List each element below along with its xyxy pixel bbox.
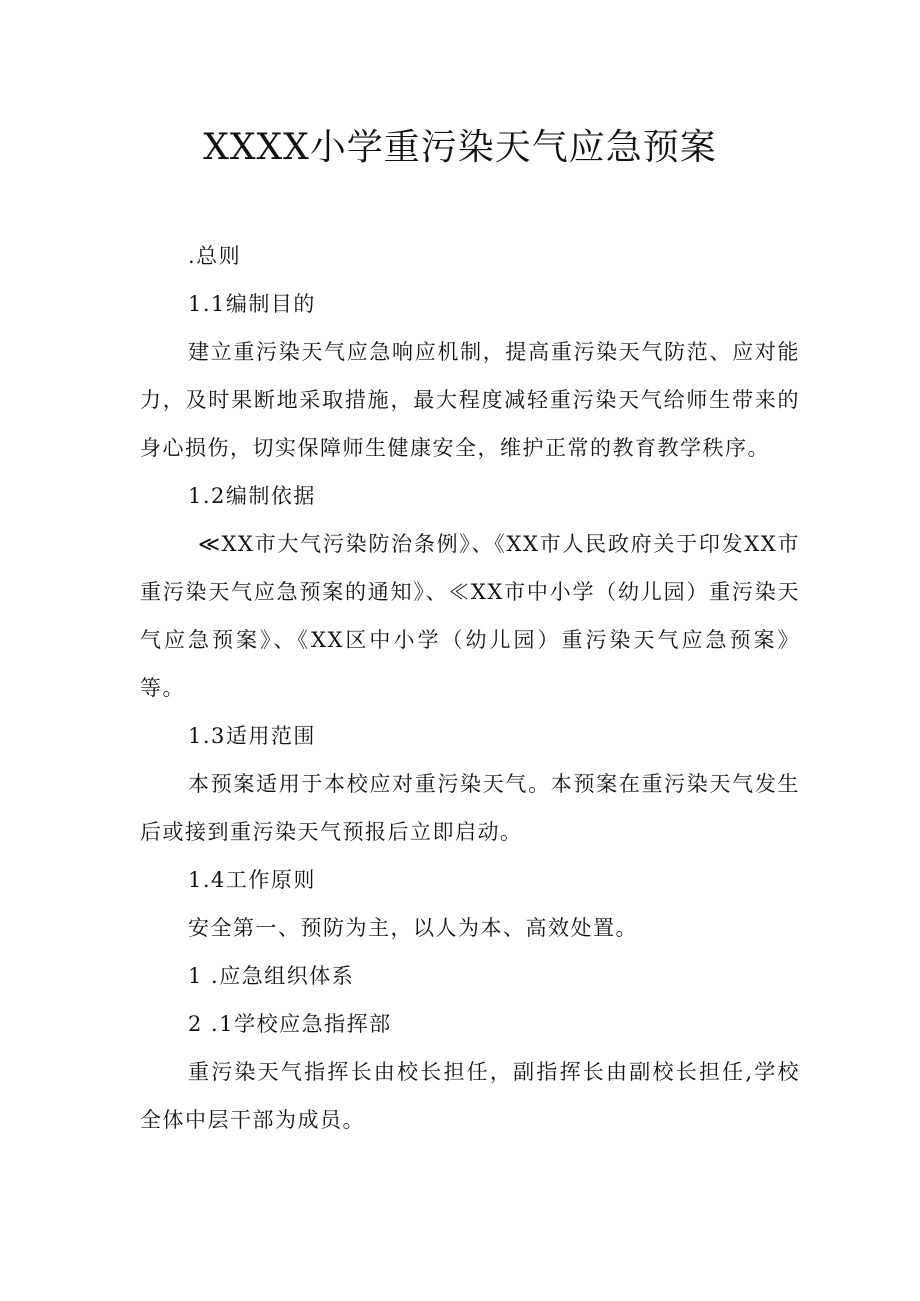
section-heading-command: 2 .1学校应急指挥部	[188, 1012, 392, 1036]
paragraph-basis: ≪XX市大气污染防治条例》、《XX市人民政府关于印发XX市重污染天气应急预案的通知》、≪XX市中小学（幼儿园）重污染天气应急预案》、《XX区中小学（幼儿园）重污染天气应急预案》等。	[140, 532, 800, 700]
section-heading-general: .总则	[188, 244, 242, 268]
paragraph-purpose: 建立重污染天气应急响应机制，提高重污染天气防范、应对能力，及时果断地采取措施，最大程度减轻重污染天气给师生带来的身心损伤，切实保障师生健康安全，维护正常的教育教学秩序。	[140, 340, 800, 460]
document-title: XXXX小学重污染天气应急预案	[203, 127, 717, 168]
section-heading-basis: 1.2编制依据	[188, 484, 316, 508]
paragraph-principles: 安全第一、预防为主，以人为本、高效处置。	[188, 916, 638, 940]
paragraph-command: 重污染天气指挥长由校长担任，副指挥长由副校长担任,学校全体中层干部为成员。	[140, 1060, 800, 1132]
paragraph-scope: 本预案适用于本校应对重污染天气。本预案在重污染天气发生后或接到重污染天气预报后立即启动。	[140, 772, 800, 844]
document-body	[140, 232, 800, 1144]
section-heading-scope: 1.3适用范围	[188, 724, 316, 748]
section-heading-organization: 1 .应急组织体系	[188, 964, 355, 988]
section-heading-principles: 1.4工作原则	[188, 868, 316, 892]
section-heading-purpose: 1.1编制目的	[188, 292, 316, 316]
